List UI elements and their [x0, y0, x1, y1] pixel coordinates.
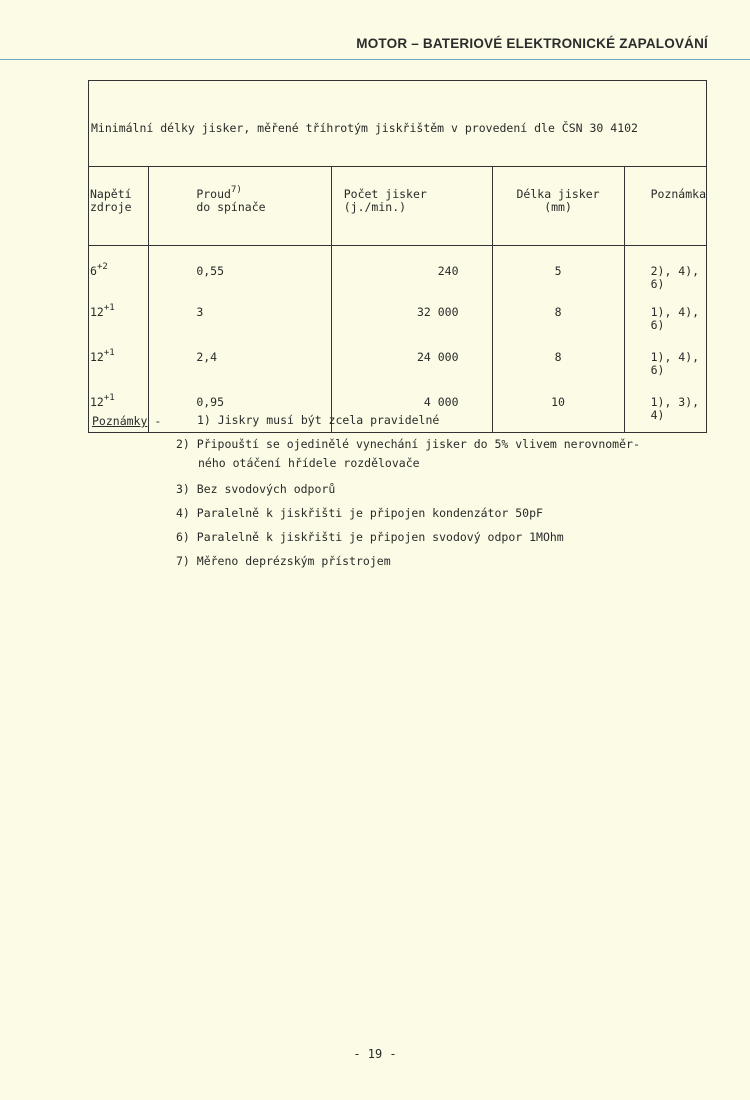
- table-row: [89, 246, 707, 292]
- note-item-2: 2) Připouští se ojedinělé vynechání jisker do 5% vlivem nerovnoměr-: [176, 437, 640, 451]
- table-header-row: [89, 167, 707, 246]
- notes-label: Poznámky: [92, 414, 148, 428]
- cell-note: 1), 4), 6): [624, 336, 706, 381]
- table-caption-box: [88, 80, 707, 167]
- notes-dash: -: [154, 414, 162, 428]
- cell-sparks: 240: [331, 246, 492, 292]
- note-item-2-continued: ného otáčení hřídele rozdělovače: [198, 456, 420, 470]
- col-sparks-line2: (j./min.): [343, 200, 407, 214]
- cell-length: 8: [492, 336, 624, 381]
- col-voltage-line2: zdroje: [90, 200, 132, 214]
- note-item-6: 6) Paralelně k jiskřišti je připojen svodový odpor 1MOhm: [176, 530, 564, 544]
- cell-voltage: $12^{+1}$: [89, 291, 149, 336]
- cell-current: 0,55: [149, 246, 331, 292]
- col-voltage-header: [89, 167, 149, 246]
- col-length-line2: (mm): [544, 200, 572, 214]
- spark-length-table: [88, 166, 707, 433]
- page-header-title: MOTOR – BATERIOVÉ ELEKTRONICKÉ ZAPALOVÁNÍ: [356, 36, 708, 51]
- cell-voltage: $12^{+1}$: [89, 381, 149, 433]
- page-number: - 19 -: [353, 1047, 397, 1061]
- col-length-header: [492, 167, 624, 246]
- col-current-header: [149, 167, 331, 246]
- cell-sparks: 32 000: [331, 291, 492, 336]
- cell-sparks: 24 000: [331, 336, 492, 381]
- cell-length: 8: [492, 291, 624, 336]
- table-row: [89, 336, 707, 381]
- note-item-4: 4) Paralelně k jiskřišti je připojen kondenzátor 50pF: [176, 506, 543, 520]
- note-item-1: 1) Jiskry musí být zcela pravidelné: [197, 413, 440, 427]
- cell-sparks: 4 000: [331, 381, 492, 433]
- table-caption: Minimální délky jisker, měřené tříhrotým jiskřištěm v provedení dle ČSN 30 4102: [91, 121, 638, 135]
- col-note-line1: Poznámka: [650, 187, 706, 201]
- col-voltage-line1: Napětí: [90, 187, 132, 201]
- cell-note: 1), 3), 4): [624, 381, 706, 433]
- cell-note: 2), 4), 6): [624, 246, 706, 292]
- col-note-header: [624, 167, 706, 246]
- col-sparks-header: [331, 167, 492, 246]
- cell-voltage: $6^{+2}$: [89, 246, 149, 292]
- table-row: [89, 291, 707, 336]
- cell-note: 1), 4), 6): [624, 291, 706, 336]
- col-sparks-line1: Počet jisker: [343, 187, 427, 201]
- cell-voltage: $12^{+1}$: [89, 336, 149, 381]
- cell-current: 2,4: [149, 336, 331, 381]
- cell-current: 0,95: [149, 381, 331, 433]
- col-current-line1: Proud: [196, 187, 231, 201]
- col-length-line1: Délka jisker: [516, 187, 600, 201]
- col-current-line2: do spínače: [196, 200, 266, 214]
- note-item-3: 3) Bez svodových odporů: [176, 482, 336, 496]
- cell-length: 5: [492, 246, 624, 292]
- cell-current: 3: [149, 291, 331, 336]
- notes-heading: [92, 414, 161, 428]
- cell-length: 10: [492, 381, 624, 433]
- note-item-7: 7) Měřeno deprézským přístrojem: [176, 554, 391, 568]
- col-current-footnote: 7): [230, 185, 242, 196]
- header-rule: [0, 59, 750, 60]
